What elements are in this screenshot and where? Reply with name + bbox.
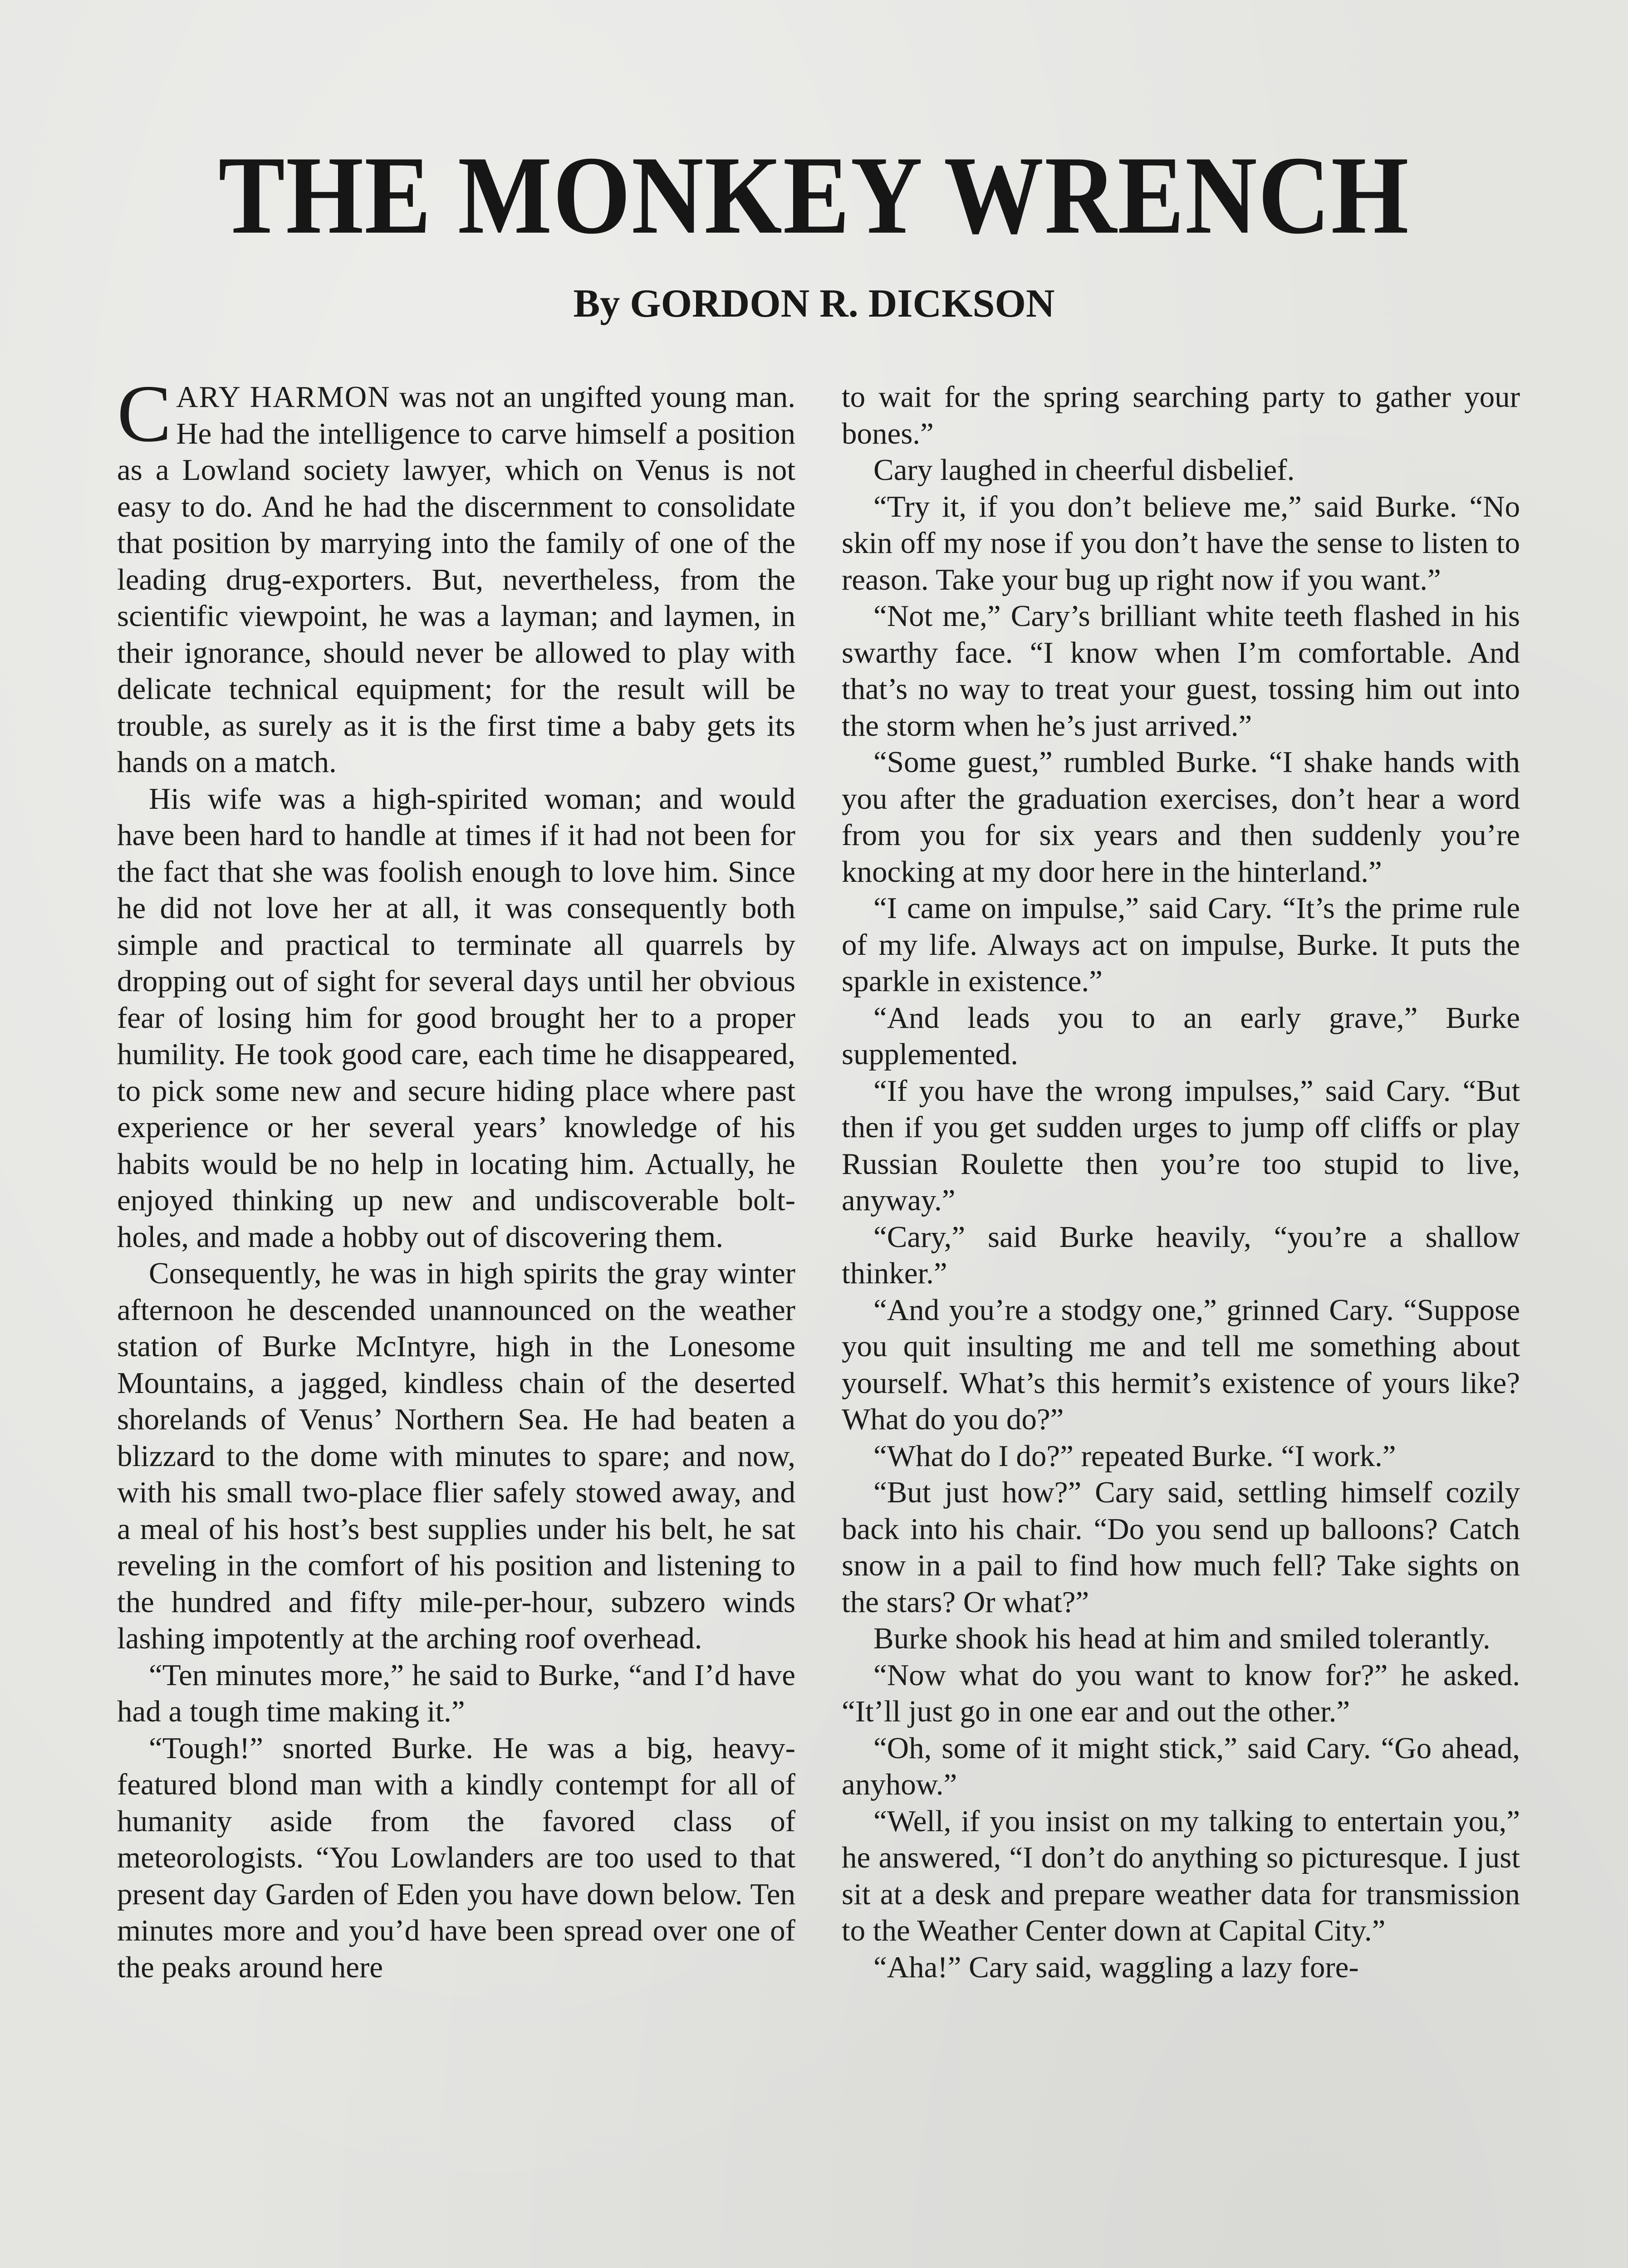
left-column [117, 368, 795, 1985]
paragraph: “Not me,” Cary’s brilliant white teeth flashed in his swarthy face. “I know when I’m comfortable. And that’s no way to treat your guest, tossing him out into the storm when he’s just arrived.” [842, 599, 1520, 743]
paragraph: His wife was a high-spirited woman; and would have been hard to handle at times if it had not been for the fact that she was foolish enough to love him. Since he did not love her at all, it was consequently both simple and practical to terminate all quarrels by dropping out of sight for several days until her obvious fear of losing him for good brought her to a proper humility. He took good care, each time he disappeared, to pick some new and secure hiding place where past experience or her several years’ knowledge of his habits would be no help in locating him. Actually, he enjoyed thinking up new and undiscoverable bolt-holes, and made a hobby out of discovering them. [117, 782, 795, 1254]
right-column [842, 379, 1520, 1985]
paragraph-continued: to wait for the spring searching party to gather your bones.” [842, 380, 1520, 450]
paragraph: “Some guest,” rumbled Burke. “I shake hands with you after the graduation exercises, don’t hear a word from you for six years and then suddenly you’re knocking at my door here in the hinterland.” [842, 745, 1520, 889]
paragraph: “Ten minutes more,” he said to Burke, “and I’d have had a tough time making it.” [117, 1658, 795, 1728]
paragraph: “What do I do?” repeated Burke. “I work.” [873, 1439, 1396, 1473]
paragraph [117, 368, 795, 781]
paragraph: “Try it, if you don’t believe me,” said Burke. “No skin off my nose if you don’t have the sense to listen to reason. Take your bug up right now if you want.” [842, 489, 1520, 596]
paragraph: Burke shook his head at him and smiled tolerantly. [873, 1622, 1491, 1655]
drop-cap: C [117, 368, 172, 459]
byline-by: By [573, 282, 620, 326]
paragraph: “Tough!” snorted Burke. He was a big, heavy-featured blond man with a kindly contempt for all of humanity aside from the favored class of meteorologists. “You Lowlanders are too used to that present day Garden of Eden you have down below. Ten minutes more and you’d have been spread over one of the peaks around here [117, 1731, 795, 1984]
story-title: THE MONKEY WRENCH [218, 133, 1410, 257]
paragraph: “And leads you to an early grave,” Burke supplemented. [842, 1001, 1520, 1071]
paragraph: Consequently, he was in high spirits the gray winter afternoon he descended unannounced on the weather station of Burke McIntyre, high in the Lonesome Mountains, a jagged, kindless chain of the deserted shorelands of Venus’ Northern Sea. He had beaten a blizzard to the dome with minutes to spare; and now, with his small two-place flier safely stowed away, and a meal of his host’s best supplies under his belt, he sat reveling in the comfort of his position and listening to the hundred and fifty mile-per-hour, subzero winds lashing impotently at the arching roof overhead. [117, 1256, 795, 1655]
paragraph: Cary laughed in cheerful disbelief. [873, 453, 1295, 487]
lead-in-caps: ARY HARMON [176, 380, 391, 414]
paragraph: “Aha!” Cary said, waggling a lazy fore- [873, 1950, 1359, 1984]
paragraph: “But just how?” Cary said, settling himself cozily back into his chair. “Do you send up balloons? Catch snow in a pail to find how much fell? Take sights on the stars? Or what?” [842, 1476, 1520, 1619]
paragraph-text: was not an ungifted young man. He had the intelligence to carve himself a position as a Lowland society lawyer, which on Venus is not easy to do. And he had the discernment to consolidate that position by marrying into the family of one of the leading drug-exporters. But, nevertheless, from the scientific viewpoint, he was a layman; and laymen, in their ignorance, should never be allowed to play with delicate technical equipment; for the result will be trouble, as surely as it is the first time a baby gets its hands on a match. [117, 380, 795, 779]
paragraph: “Oh, some of it might stick,” said Cary. “Go ahead, anyhow.” [842, 1731, 1520, 1801]
paragraph: “I came on impulse,” said Cary. “It’s the prime rule of my life. Always act on impulse, Burke. It puts the sparkle in existence.” [842, 891, 1520, 998]
byline [0, 279, 1628, 329]
paragraph: “If you have the wrong impulses,” said Cary. “But then if you get sudden urges to jump off cliffs or play Russian Roulette then you’re too stupid to live, anyway.” [842, 1074, 1520, 1217]
paragraph: “Now what do you want to know for?” he asked. “It’ll just go in one ear and out the other.” [842, 1658, 1520, 1728]
paragraph: “Well, if you insist on my talking to entertain you,” he answered, “I don’t do anything so picturesque. I just sit at a desk and prepare weather data for transmission to the Weather Center down at Capital City.” [842, 1804, 1520, 1947]
paragraph: “Cary,” said Burke heavily, “you’re a shallow thinker.” [842, 1220, 1520, 1290]
paragraph: “And you’re a stodgy one,” grinned Cary. “Suppose you quit insulting me and tell me something about yourself. What’s this hermit’s existence of yours like? What do you do?” [842, 1293, 1520, 1436]
byline-author: GORDON R. DICKSON [630, 282, 1055, 326]
